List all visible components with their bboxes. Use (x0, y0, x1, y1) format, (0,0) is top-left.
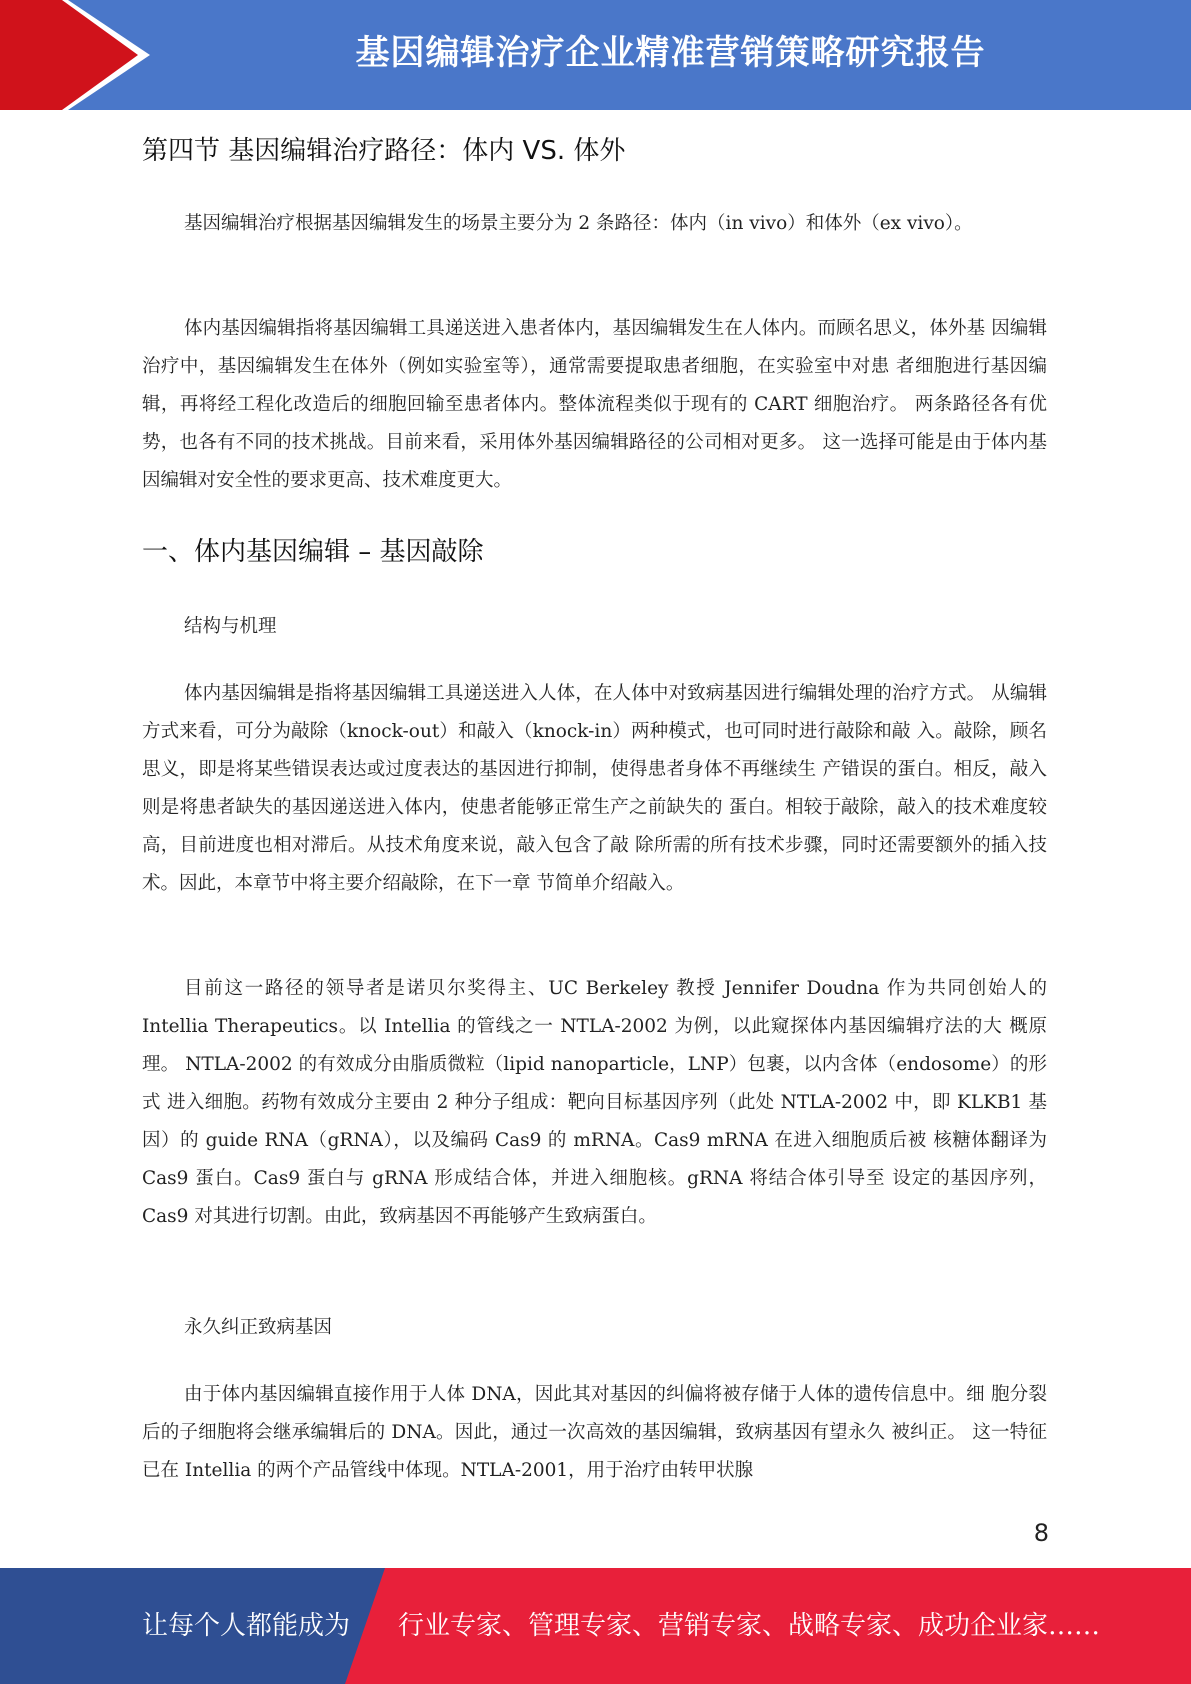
subsection-heading: 一、体内基因编辑 – 基因敲除 (142, 537, 484, 567)
paragraph-permanent-correction: 由于体内基因编辑直接作用于人体 DNA，因此其对基因的纠偏将被存储于人体的遗传信息中。细 胞分裂后的子细胞将会继承编辑后的 DNA。因此，通过一次高效的基因编辑，致病基因有望永久 被纠正。 这一特征已在 Intellia 的两个产品管线中体现。NTLA-2001，用于治疗由转甲状腺 (142, 1384, 1047, 1481)
section-title: 第四节 基因编辑治疗路径：体内 VS. 体外 (142, 136, 626, 166)
page-footer (0, 1568, 1191, 1684)
report-title: 基因编辑治疗企业精准营销策略研究报告 (355, 33, 986, 73)
page-number: 8 (1033, 1519, 1049, 1547)
paragraph-mechanism: 体内基因编辑是指将基因编辑工具递送进入人体，在人体中对致病基因进行编辑处理的治疗方式。 从编辑方式来看，可分为敲除（knock-out）和敲入（knock-in）两种模式，也可同时进行敲除和敲 入。敲除，顾名思义，即是将某些错误表达或过度表达的基因进行抑制，使得患者身体不再继续生 产错误的蛋白。相反，敲入则是将患者缺失的基因递送进入体内，使患者能够正常生产之前缺失的 蛋白。相较于敲除，敲入的技术难度较高，目前进度也相对滞后。从技术角度来说，敲入包含了敲 除所需的所有技术步骤，同时还需要额外的插入技术。因此，本章节中将主要介绍敲除，在下一章 节简单介绍敲入。 (142, 683, 1047, 894)
paragraph-in-vivo-vs-ex-vivo: 体内基因编辑指将基因编辑工具递送进入患者体内，基因编辑发生在人体内。而顾名思义，体外基 因编辑治疗中，基因编辑发生在体外（例如实验室等），通常需要提取患者细胞，在实验室中对患 者细胞进行基因编辑，再将经工程化改造后的细胞回输至患者体内。整体流程类似于现有的 CART 细胞治疗。 两条路径各有优势，也各有不同的技术挑战。目前来看，采用体外基因编辑路径的公司相对更多。 这一选择可能是由于体内基因编辑对安全性的要求更高、技术难度更大。 (142, 318, 1047, 491)
topic-label-permanent-correction: 永久纠正致病基因 (184, 1317, 333, 1338)
header-arrow-decoration (0, 0, 160, 110)
paragraph-intro: 基因编辑治疗根据基因编辑发生的场景主要分为 2 条路径：体内（in vivo）和体外（ex vivo）。 (184, 213, 973, 234)
footer-slogan-left: 让每个人都能成为 (142, 1611, 351, 1641)
footer-slogan-right: 行业专家、管理专家、营销专家、战略专家、成功企业家…… (398, 1611, 1101, 1641)
page-header (0, 0, 1191, 110)
topic-label-mechanism: 结构与机理 (184, 616, 277, 637)
paragraph-intellia: 目前这一路径的领导者是诺贝尔奖得主、UC Berkeley 教授 Jennifer Doudna 作为共同创始人的 Intellia Therapeutics。以 Intellia 的管线之一 NTLA-2002 为例，以此窥探体内基因编辑疗法的大 概原理。 NTLA-2002 的有效成分由脂质微粒（lipid nanoparticle，LNP）包裹，以内含体（endosome）的形式 进入细胞。药物有效成分主要由 2 种分子组成：靶向目标基因序列（此处 NTLA-2002 中，即 KLKB1 基因）的 guide RNA（gRNA），以及编码 Cas9 的 mRNA。Cas9 mRNA 在进入细胞质后被 核糖体翻译为 Cas9 蛋白。Cas9 蛋白与 gRNA 形成结合体，并进入细胞核。gRNA 将结合体引导至 设定的基因序列，Cas9 对其进行切割。由此，致病基因不再能够产生致病蛋白。 (142, 978, 1047, 1227)
